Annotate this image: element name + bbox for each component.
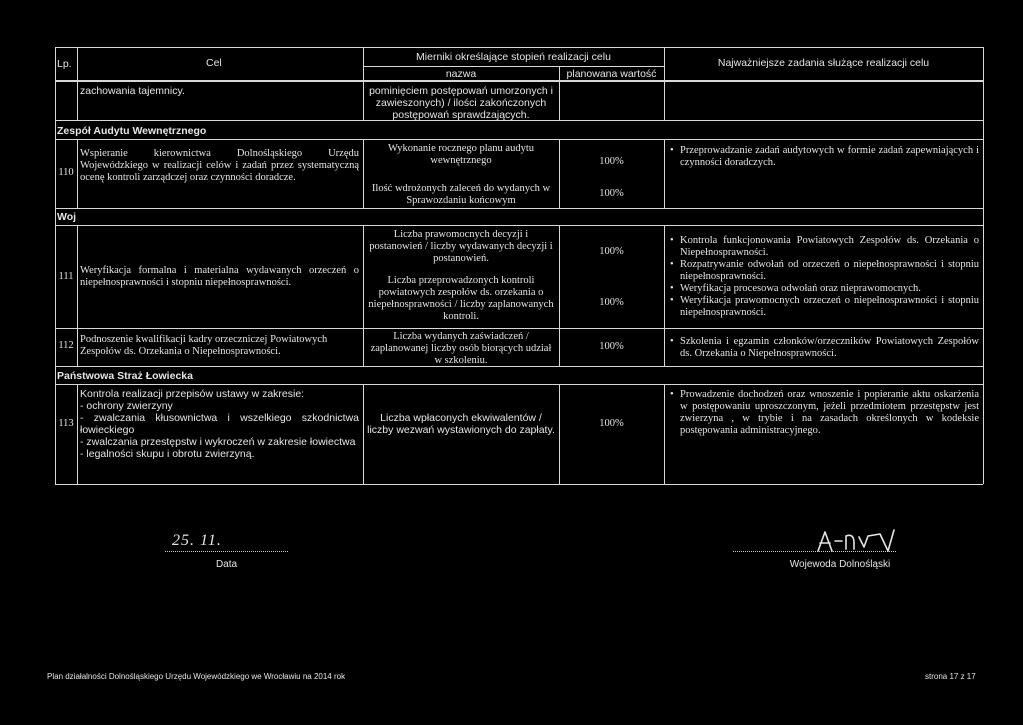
row-113-cel-line: - zwalczania przestępstw i wykroczeń w zakresie łowiectwa bbox=[80, 436, 356, 448]
header-nazwa: nazwa bbox=[445, 68, 477, 80]
continued-cel: zachowania tajemnicy. bbox=[80, 85, 185, 97]
list-item: • Prowadzenie dochodzeń oraz wnoszenie i popieranie aktu oskarżenia w postępowaniu uproszczonym, jeżeli przedmiotem przestępstw jest zwierzyna , w trybie i na zasadach określonych w kodeksie postępowania administracyjnego. bbox=[670, 389, 979, 437]
row-111-tasks bbox=[670, 235, 979, 319]
row-111-value-1: 100% bbox=[599, 246, 624, 257]
row-112-cel: Podnoszenie kwalifikacji kadry orzeczniczej Powiatowych Zespołów ds. Orzekania o Niepełnosprawności. bbox=[80, 334, 328, 357]
row-110-value-2: 100% bbox=[599, 188, 624, 199]
row-111-lp: 111 bbox=[58, 271, 74, 282]
row-113-value-1: 100% bbox=[599, 418, 624, 429]
header-zadania: Najważniejsze zadania służące realizacji celu bbox=[717, 57, 930, 69]
row-111-cel: Weryfikacja formalna i materialna wydawanych orzeczeń o niepełnosprawności i stopniu niepełnosprawności. bbox=[80, 265, 359, 288]
row-113-cel bbox=[80, 388, 359, 460]
list-item: • Szkolenia i egzamin członków/orzeczników Powiatowych Zespołów ds. Orzekania o Niepełnosprawności. bbox=[670, 336, 979, 360]
list-item: • Rozpatrywanie odwołań od orzeczeń o niepełnosprawności i stopniu niepełnosprawności. bbox=[670, 259, 979, 283]
footer-title: Plan działalności Dolnośląskiego Urzędu Wojewódzkiego we Wrocławiu na 2014 rok bbox=[47, 672, 346, 681]
row-110-miernik-2: Ilość wdrożonych zaleceń do wydanych w Sprawozdaniu końcowym bbox=[371, 183, 551, 206]
row-111-miernik-1: Liczba prawomocnych decyzji i postanowień / liczby wydawanych decyzji i postanowień. bbox=[369, 229, 553, 264]
row-111-value-2: 100% bbox=[599, 297, 624, 308]
date-line bbox=[165, 551, 288, 552]
row-113-tasks bbox=[670, 389, 979, 437]
row-113-cel-line: - legalności skupu i obrotu zwierzyną. bbox=[80, 448, 255, 460]
section-audyt: Zespół Audytu Wewnętrznego bbox=[57, 125, 207, 137]
row-113-cel-line: Kontrola realizacji przepisów ustawy w zakresie: bbox=[80, 388, 305, 400]
header-planowana: planowana wartość bbox=[566, 68, 657, 80]
row-113-cel-line: - ochrony zwierzyny bbox=[80, 400, 173, 412]
row-110-lp: 110 bbox=[58, 167, 74, 178]
list-item: • Weryfikacja procesowa odwołań oraz nieprawomocnych. bbox=[670, 283, 979, 295]
row-110-tasks bbox=[670, 145, 979, 169]
signature-line bbox=[733, 551, 896, 552]
signature-label: Wojewoda Dolnośląski bbox=[789, 559, 891, 570]
date-label: Data bbox=[215, 559, 238, 570]
row-110-miernik-1: Wykonanie rocznego planu audytu wewnętrznego bbox=[387, 143, 535, 166]
page-number: strona 17 z 17 bbox=[925, 672, 976, 681]
list-item: • Kontrola funkcjonowania Powiatowych Zespołów ds. Orzekania o Niepełnosprawności. bbox=[670, 235, 979, 259]
row-113-cel-line: - zwalczania kłusownictwa i wszelkiego szkodnictwa łowieckiego bbox=[80, 412, 359, 436]
list-item: • Przeprowadzanie zadań audytowych w formie zadań zapewniających i czynności doradczych. bbox=[670, 145, 979, 169]
section-woj: Woj bbox=[57, 211, 77, 223]
row-113-miernik-1: Liczba wpłaconych ekwiwalentów / liczby wezwań wystawionych do zapłaty. bbox=[367, 412, 555, 436]
row-111-miernik-2: Liczba przeprowadzonych kontroli powiatowych zespołów ds. orzekania o niepełnosprawności / liczby zaplanowanych kontroli. bbox=[368, 275, 554, 322]
header-lp: Lp. bbox=[57, 58, 72, 70]
row-112-lp: 112 bbox=[58, 340, 74, 351]
section-straz: Państwowa Straż Łowiecka bbox=[57, 370, 193, 382]
list-item: • Weryfikacja prawomocnych orzeczeń o niepełnosprawności i stopniu niepełnosprawności. bbox=[670, 295, 979, 319]
continued-miernik: pominięciem postępowań umorzonych i zawieszonych) / ilości zakończonych postępowań sprawdzających. bbox=[369, 85, 553, 121]
row-112-miernik-1: Liczba wydanych zaświadczeń / zaplanowanej liczby osób biorących udział w szkoleniu. bbox=[370, 331, 552, 366]
row-112-value-1: 100% bbox=[599, 341, 624, 352]
row-110-cel: Wspieranie kierownictwa Dolnośląskiego Urzędu Wojewódzkiego w realizacji celów i zadań przez systematyczną ocenę kontroli zarządczej oraz czynności doradcze. bbox=[80, 148, 359, 183]
header-mierniki: Mierniki określające stopień realizacji celu bbox=[416, 51, 611, 63]
row-110-value-1: 100% bbox=[599, 156, 624, 167]
row-113-lp: 113 bbox=[58, 418, 74, 429]
handwritten-date: 25. 11. bbox=[172, 532, 222, 549]
header-cel: Cel bbox=[206, 57, 222, 69]
row-112-tasks bbox=[670, 336, 979, 360]
